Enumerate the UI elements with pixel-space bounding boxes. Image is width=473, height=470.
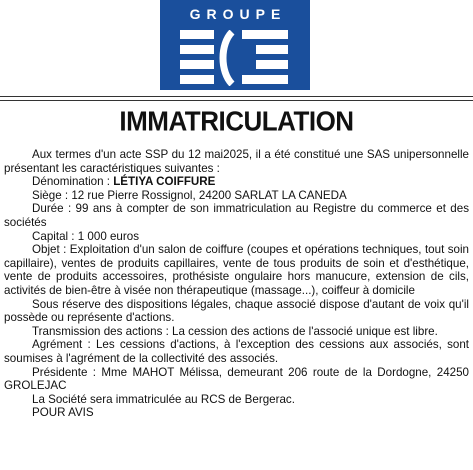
presidente-paragraph: Présidente : Mme MAHOT Mélissa, demeurant 206 route de la Dordogne, 24250 GROLEJAC xyxy=(4,365,469,393)
siege-line: Siège : 12 rue Pierre Rossignol, 24200 SARLAT LA CANEDA xyxy=(32,188,347,202)
duree-line: Durée : 99 ans à compter de son immatriculation au Registre du commerce et des sociétés xyxy=(4,202,469,229)
header-rule-top xyxy=(0,96,473,97)
denomination-line xyxy=(4,175,469,189)
groupe-logo xyxy=(160,0,310,90)
transmission-line: Transmission des actions : La cession des actions de l'associé unique est libre. xyxy=(32,324,438,338)
agrement-paragraph: Agrément : Les cessions d'actions, à l'exception des cessions aux associés, sont soumises à l'agrément de la collectivité des associés. xyxy=(4,338,469,365)
voting-paragraph: Sous réserve des dispositions légales, chaque associé dispose d'autant de voix qu'il possède ou représente d'actions. xyxy=(4,297,469,325)
rcs-line: La Société sera immatriculée au RCS de Bergerac. xyxy=(32,392,295,406)
objet-paragraph: Objet : Exploitation d'un salon de coiffure (coupes et opérations techniques, tout soin capillaire), ventes de produits capillaires, vente de tous produits de soin et d'esthétique, vente de produits accessoires, prothésiste ongulaire hors manucure, extension de cils, activités de bien-être à visée non thérapeutique (massage...), coiffeur à domicile xyxy=(4,243,469,297)
pour-avis-line: POUR AVIS xyxy=(32,406,94,420)
notice-body xyxy=(4,148,469,420)
notice-headline: IMMATRICULATION xyxy=(119,105,354,137)
intro-paragraph: Aux termes d'un acte SSP du 12 mai2025, il a été constitué une SAS unipersonnelle présentant les caractéristiques suivantes : xyxy=(4,148,469,175)
logo-emblem-icon xyxy=(180,30,290,86)
capital-line: Capital : 1 000 euros xyxy=(32,229,139,243)
company-name: LÉTIYA COIFFURE xyxy=(113,175,216,189)
logo-wordmark: GROUPE xyxy=(189,6,287,22)
header-rule-bottom xyxy=(0,100,473,101)
denomination-label: Dénomination : xyxy=(32,175,114,189)
